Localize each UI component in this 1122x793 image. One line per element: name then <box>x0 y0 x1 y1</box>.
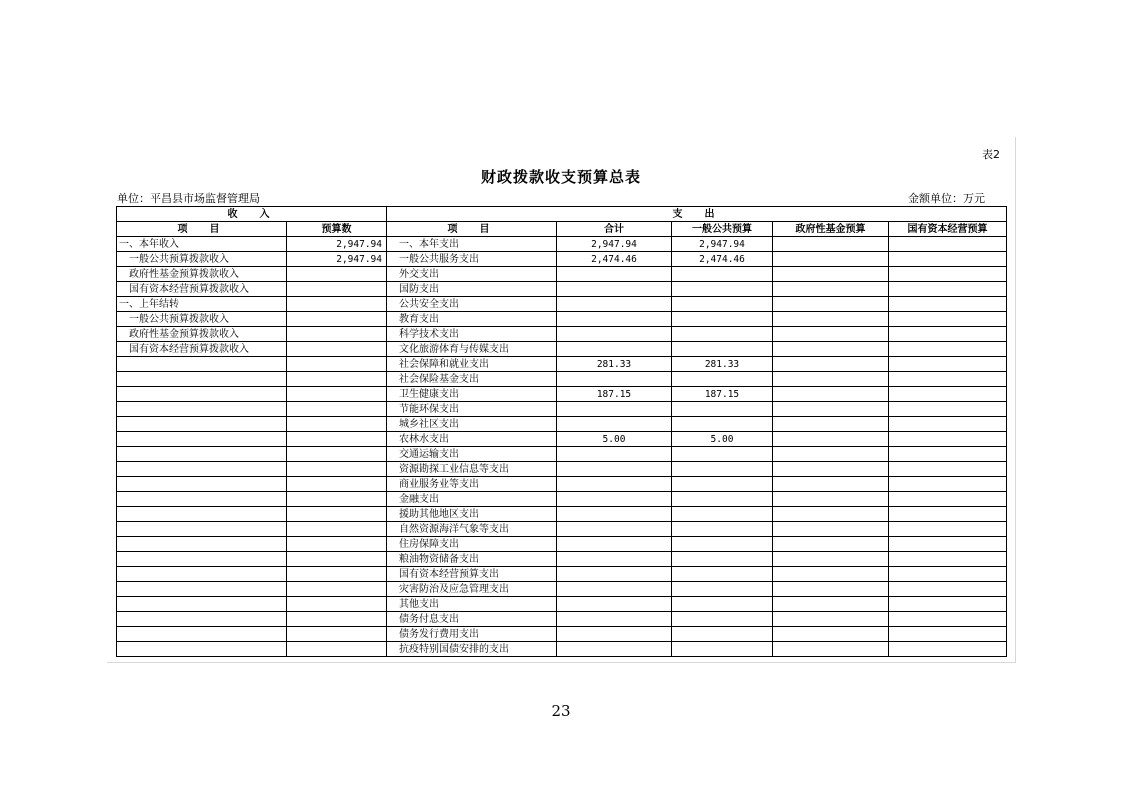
state-capital-budget-cell <box>889 342 1007 357</box>
fund-budget-cell <box>773 252 889 267</box>
income-item-cell <box>117 597 287 612</box>
expense-item-cell: 其他支出 <box>387 597 557 612</box>
income-item-cell <box>117 432 287 447</box>
general-budget-cell <box>672 567 773 582</box>
expense-item-cell: 资源勘探工业信息等支出 <box>387 462 557 477</box>
total-cell: 2,474.46 <box>557 252 672 267</box>
general-budget-cell <box>672 582 773 597</box>
expense-item-cell: 城乡社区支出 <box>387 417 557 432</box>
income-item-cell: 政府性基金预算拨款收入 <box>117 267 287 282</box>
fund-budget-cell <box>773 357 889 372</box>
income-amount-cell <box>287 612 387 627</box>
amount-unit-label: 金额单位：万元 <box>908 192 985 205</box>
state-capital-budget-cell <box>889 312 1007 327</box>
state-capital-budget-header: 国有资本经营预算 <box>889 222 1007 237</box>
fund-budget-cell <box>773 327 889 342</box>
state-capital-budget-cell <box>889 552 1007 567</box>
income-amount-cell <box>287 492 387 507</box>
income-item-cell <box>117 537 287 552</box>
total-cell <box>557 582 672 597</box>
total-cell <box>557 492 672 507</box>
state-capital-budget-cell <box>889 357 1007 372</box>
income-amount-cell <box>287 297 387 312</box>
income-item-cell <box>117 552 287 567</box>
fund-budget-cell <box>773 387 889 402</box>
income-amount-cell <box>287 522 387 537</box>
expense-item-cell: 教育支出 <box>387 312 557 327</box>
income-item-cell: 政府性基金预算拨款收入 <box>117 327 287 342</box>
total-cell <box>557 537 672 552</box>
state-capital-budget-cell <box>889 327 1007 342</box>
table-row <box>117 432 1007 447</box>
general-budget-cell: 187.15 <box>672 387 773 402</box>
income-amount-cell <box>287 312 387 327</box>
general-budget-cell <box>672 312 773 327</box>
income-item-cell <box>117 522 287 537</box>
fund-budget-cell <box>773 552 889 567</box>
total-header: 合计 <box>557 222 672 237</box>
state-capital-budget-cell <box>889 582 1007 597</box>
income-amount-cell <box>287 327 387 342</box>
income-item-cell <box>117 642 287 657</box>
income-amount-cell <box>287 402 387 417</box>
total-cell <box>557 507 672 522</box>
fund-budget-cell <box>773 402 889 417</box>
expense-item-cell: 一、本年支出 <box>387 237 557 252</box>
income-amount-cell <box>287 642 387 657</box>
income-amount-cell <box>287 552 387 567</box>
header-row-columns <box>117 222 1007 237</box>
table-row <box>117 402 1007 417</box>
total-cell: 187.15 <box>557 387 672 402</box>
total-cell <box>557 642 672 657</box>
table-number: 表2 <box>982 148 1000 161</box>
expense-item-cell: 抗疫特别国债安排的支出 <box>387 642 557 657</box>
income-item-cell <box>117 627 287 642</box>
state-capital-budget-cell <box>889 642 1007 657</box>
total-cell <box>557 477 672 492</box>
fund-budget-cell <box>773 282 889 297</box>
total-cell <box>557 552 672 567</box>
expense-item-header: 项 目 <box>387 222 557 237</box>
general-budget-cell <box>672 297 773 312</box>
income-amount-cell <box>287 387 387 402</box>
total-cell <box>557 282 672 297</box>
income-amount-cell <box>287 372 387 387</box>
table-row <box>117 567 1007 582</box>
income-amount-cell <box>287 582 387 597</box>
expense-item-cell: 国防支出 <box>387 282 557 297</box>
general-budget-cell <box>672 282 773 297</box>
table-row <box>117 282 1007 297</box>
general-budget-cell <box>672 402 773 417</box>
income-amount-cell <box>287 267 387 282</box>
expense-item-cell: 自然资源海洋气象等支出 <box>387 522 557 537</box>
general-budget-cell <box>672 477 773 492</box>
income-item-cell <box>117 612 287 627</box>
expense-item-cell: 粮油物资储备支出 <box>387 552 557 567</box>
table-row <box>117 492 1007 507</box>
state-capital-budget-cell <box>889 537 1007 552</box>
state-capital-budget-cell <box>889 477 1007 492</box>
table-row <box>117 462 1007 477</box>
header-row-group <box>117 207 1007 222</box>
expense-item-cell: 卫生健康支出 <box>387 387 557 402</box>
fund-budget-cell <box>773 342 889 357</box>
budget-table-body <box>117 237 1007 657</box>
fund-budget-cell <box>773 597 889 612</box>
total-cell <box>557 447 672 462</box>
fund-budget-cell <box>773 492 889 507</box>
table-row <box>117 447 1007 462</box>
general-budget-cell: 2,474.46 <box>672 252 773 267</box>
general-budget-cell: 281.33 <box>672 357 773 372</box>
general-budget-cell <box>672 507 773 522</box>
income-item-cell <box>117 372 287 387</box>
fund-budget-cell <box>773 612 889 627</box>
income-item-cell <box>117 462 287 477</box>
total-cell <box>557 417 672 432</box>
table-row <box>117 537 1007 552</box>
expense-item-cell: 援助其他地区支出 <box>387 507 557 522</box>
total-cell <box>557 267 672 282</box>
income-item-cell <box>117 492 287 507</box>
expense-item-cell: 社会保障和就业支出 <box>387 357 557 372</box>
expense-item-cell: 债务付息支出 <box>387 612 557 627</box>
income-amount-cell <box>287 447 387 462</box>
budget-amount-header: 预算数 <box>287 222 387 237</box>
total-cell <box>557 522 672 537</box>
expense-item-cell: 住房保障支出 <box>387 537 557 552</box>
expense-item-cell: 公共安全支出 <box>387 297 557 312</box>
income-item-cell: 一般公共预算拨款收入 <box>117 312 287 327</box>
fund-budget-header: 政府性基金预算 <box>773 222 889 237</box>
income-item-cell: 一、本年收入 <box>117 237 287 252</box>
fund-budget-cell <box>773 432 889 447</box>
state-capital-budget-cell <box>889 417 1007 432</box>
table-row <box>117 327 1007 342</box>
page-number: 23 <box>551 702 571 720</box>
fund-budget-cell <box>773 312 889 327</box>
income-amount-cell <box>287 597 387 612</box>
fund-budget-cell <box>773 642 889 657</box>
expense-item-cell: 节能环保支出 <box>387 402 557 417</box>
expense-item-cell: 科学技术支出 <box>387 327 557 342</box>
state-capital-budget-cell <box>889 507 1007 522</box>
total-cell: 2,947.94 <box>557 237 672 252</box>
general-budget-cell <box>672 627 773 642</box>
general-budget-cell <box>672 372 773 387</box>
income-amount-cell: 2,947.94 <box>287 237 387 252</box>
general-budget-cell: 5.00 <box>672 432 773 447</box>
general-budget-header: 一般公共预算 <box>672 222 773 237</box>
income-item-cell <box>117 582 287 597</box>
state-capital-budget-cell <box>889 627 1007 642</box>
fund-budget-cell <box>773 507 889 522</box>
income-item-cell <box>117 402 287 417</box>
total-cell <box>557 627 672 642</box>
state-capital-budget-cell <box>889 237 1007 252</box>
expense-item-cell: 社会保险基金支出 <box>387 372 557 387</box>
total-cell <box>557 372 672 387</box>
income-amount-cell <box>287 462 387 477</box>
state-capital-budget-cell <box>889 402 1007 417</box>
income-amount-cell <box>287 417 387 432</box>
state-capital-budget-cell <box>889 297 1007 312</box>
table-row <box>117 612 1007 627</box>
general-budget-cell: 2,947.94 <box>672 237 773 252</box>
expense-item-cell: 债务发行费用支出 <box>387 627 557 642</box>
state-capital-budget-cell <box>889 252 1007 267</box>
income-amount-cell <box>287 537 387 552</box>
income-amount-cell: 2,947.94 <box>287 252 387 267</box>
income-item-cell <box>117 357 287 372</box>
state-capital-budget-cell <box>889 267 1007 282</box>
table-row <box>117 582 1007 597</box>
table-row <box>117 342 1007 357</box>
table-row <box>117 237 1007 252</box>
general-budget-cell <box>672 537 773 552</box>
state-capital-budget-cell <box>889 462 1007 477</box>
expense-item-cell: 一般公共服务支出 <box>387 252 557 267</box>
expense-item-cell: 金融支出 <box>387 492 557 507</box>
state-capital-budget-cell <box>889 567 1007 582</box>
expense-item-cell: 国有资本经营预算支出 <box>387 567 557 582</box>
income-item-cell: 一般公共预算拨款收入 <box>117 252 287 267</box>
expense-header: 支 出 <box>387 207 1007 222</box>
state-capital-budget-cell <box>889 597 1007 612</box>
state-capital-budget-cell <box>889 282 1007 297</box>
income-item-cell <box>117 567 287 582</box>
income-item-cell <box>117 417 287 432</box>
income-item-cell <box>117 387 287 402</box>
income-amount-cell <box>287 282 387 297</box>
general-budget-cell <box>672 612 773 627</box>
general-budget-cell <box>672 327 773 342</box>
income-item-cell <box>117 507 287 522</box>
fund-budget-cell <box>773 297 889 312</box>
general-budget-cell <box>672 267 773 282</box>
income-amount-cell <box>287 357 387 372</box>
general-budget-cell <box>672 447 773 462</box>
fund-budget-cell <box>773 627 889 642</box>
state-capital-budget-cell <box>889 387 1007 402</box>
table-row <box>117 507 1007 522</box>
state-capital-budget-cell <box>889 522 1007 537</box>
table-row <box>117 297 1007 312</box>
total-cell <box>557 612 672 627</box>
state-capital-budget-cell <box>889 612 1007 627</box>
table-row <box>117 642 1007 657</box>
income-item-cell <box>117 447 287 462</box>
income-item-cell: 一、上年结转 <box>117 297 287 312</box>
general-budget-cell <box>672 597 773 612</box>
income-item-cell: 国有资本经营预算拨款收入 <box>117 282 287 297</box>
table-row <box>117 477 1007 492</box>
total-cell <box>557 567 672 582</box>
table-row <box>117 312 1007 327</box>
expense-item-cell: 文化旅游体育与传媒支出 <box>387 342 557 357</box>
income-amount-cell <box>287 342 387 357</box>
income-amount-cell <box>287 477 387 492</box>
expense-item-cell: 商业服务业等支出 <box>387 477 557 492</box>
income-item-cell <box>117 477 287 492</box>
general-budget-cell <box>672 552 773 567</box>
expense-item-cell: 农林水支出 <box>387 432 557 447</box>
total-cell <box>557 327 672 342</box>
income-header: 收 入 <box>117 207 387 222</box>
total-cell <box>557 597 672 612</box>
state-capital-budget-cell <box>889 447 1007 462</box>
fund-budget-cell <box>773 237 889 252</box>
expense-item-cell: 外交支出 <box>387 267 557 282</box>
general-budget-cell <box>672 462 773 477</box>
fund-budget-cell <box>773 267 889 282</box>
income-amount-cell <box>287 432 387 447</box>
general-budget-cell <box>672 522 773 537</box>
table-row <box>117 357 1007 372</box>
income-item-cell: 国有资本经营预算拨款收入 <box>117 342 287 357</box>
state-capital-budget-cell <box>889 432 1007 447</box>
general-budget-cell <box>672 642 773 657</box>
total-cell <box>557 297 672 312</box>
general-budget-cell <box>672 342 773 357</box>
fund-budget-cell <box>773 582 889 597</box>
fund-budget-cell <box>773 477 889 492</box>
unit-label: 单位：平昌县市场监督管理局 <box>117 192 260 205</box>
budget-table <box>116 206 1007 657</box>
table-row <box>117 372 1007 387</box>
income-amount-cell <box>287 507 387 522</box>
table-row <box>117 267 1007 282</box>
fund-budget-cell <box>773 462 889 477</box>
total-cell <box>557 402 672 417</box>
table-row <box>117 252 1007 267</box>
total-cell: 281.33 <box>557 357 672 372</box>
table-row <box>117 627 1007 642</box>
expense-item-cell: 灾害防治及应急管理支出 <box>387 582 557 597</box>
expense-item-cell: 交通运输支出 <box>387 447 557 462</box>
total-cell: 5.00 <box>557 432 672 447</box>
fund-budget-cell <box>773 372 889 387</box>
general-budget-cell <box>672 492 773 507</box>
general-budget-cell <box>672 417 773 432</box>
total-cell <box>557 342 672 357</box>
state-capital-budget-cell <box>889 372 1007 387</box>
fund-budget-cell <box>773 447 889 462</box>
fund-budget-cell <box>773 567 889 582</box>
page-title: 财政拨款收支预算总表 <box>480 168 641 186</box>
income-amount-cell <box>287 567 387 582</box>
total-cell <box>557 312 672 327</box>
income-amount-cell <box>287 627 387 642</box>
table-row <box>117 522 1007 537</box>
total-cell <box>557 462 672 477</box>
income-item-header: 项 目 <box>117 222 287 237</box>
state-capital-budget-cell <box>889 492 1007 507</box>
fund-budget-cell <box>773 537 889 552</box>
fund-budget-cell <box>773 417 889 432</box>
table-row <box>117 417 1007 432</box>
fund-budget-cell <box>773 522 889 537</box>
table-row <box>117 552 1007 567</box>
table-row <box>117 597 1007 612</box>
table-row <box>117 387 1007 402</box>
